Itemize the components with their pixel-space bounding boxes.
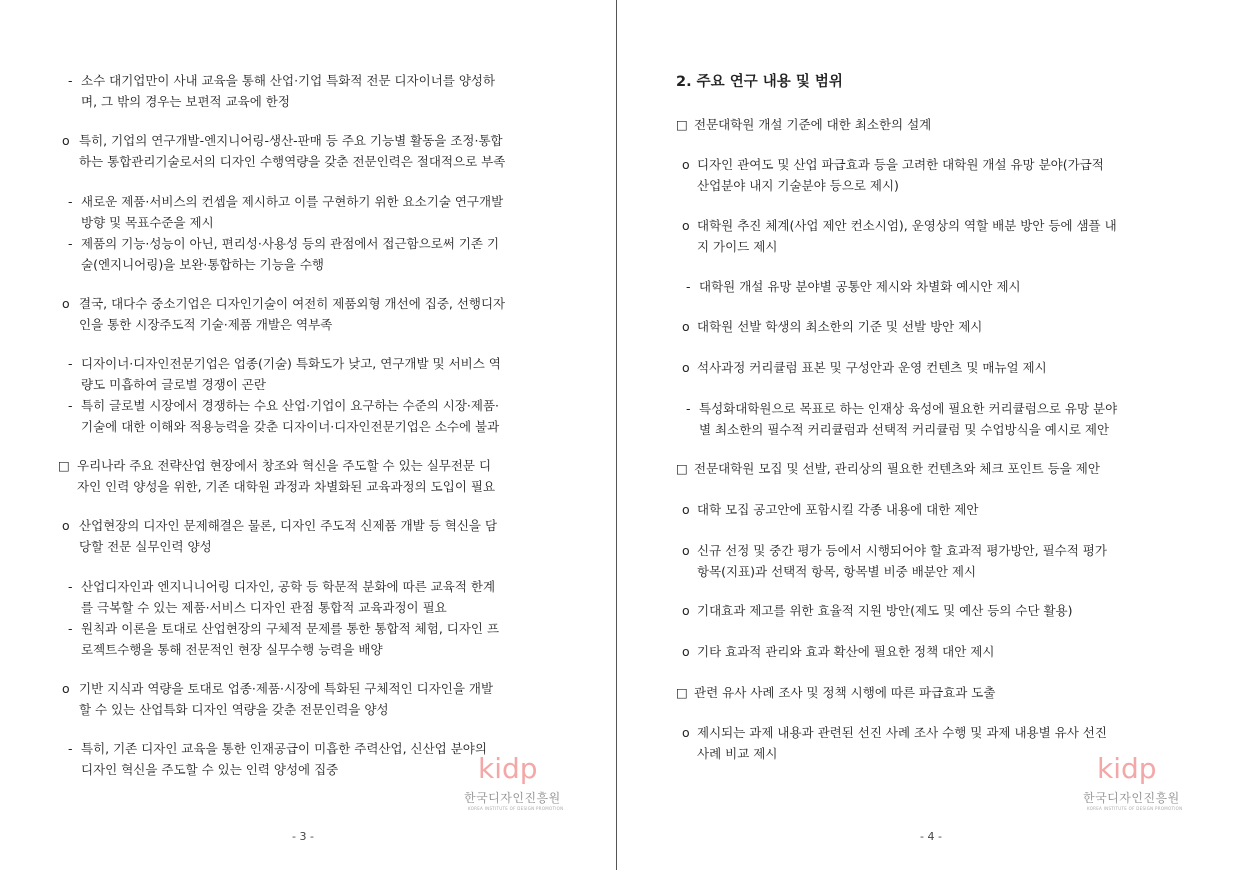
- dash-bullet-icon: -: [68, 621, 73, 636]
- circle-bullet-icon: o: [682, 725, 690, 740]
- list-item: [68, 70, 495, 112]
- list-item-line: 자인 인력 양성을 위한, 기존 대학원 과정과 차별화된 교육과정의 도입이 필요: [77, 479, 496, 494]
- list-item: [682, 722, 1107, 764]
- list-item-line: 로젝트수행을 통해 전문적인 현장 실무수행 능력을 배양: [81, 642, 383, 657]
- list-item-line: 원칙과 이론을 토대로 산업현장의 구체적 문제를 통한 통합적 체험, 디자인 프: [81, 621, 500, 636]
- list-item-line: 사례 비교 제시: [697, 746, 778, 761]
- list-item-line: 대학 모집 공고안에 포함시킬 각종 내용에 대한 제안: [697, 502, 979, 517]
- checkbox-bullet-icon: □: [58, 458, 70, 473]
- list-item: [682, 641, 994, 662]
- page-number: - 3 -: [292, 830, 314, 843]
- circle-bullet-icon: o: [62, 518, 70, 533]
- list-item-line: 지 가이드 제시: [697, 239, 778, 254]
- watermark-org-name: 한국디자인진흥원: [1083, 791, 1180, 805]
- list-item-line: 디자인 관여도 및 산업 파급효과 등을 고려한 대학원 개설 유망 분야(가급적: [697, 157, 1104, 172]
- list-item-line: 신규 선정 및 중간 평가 등에서 시행되어야 할 효과적 평가방안, 필수적 평가: [697, 543, 1107, 558]
- list-item-line: 별 최소한의 필수적 커리큘럼과 선택적 커리큘럼 및 수업방식을 예시로 제안: [699, 422, 1110, 437]
- page-number: - 4 -: [920, 830, 942, 843]
- list-item-line: 관련 유사 사례 조사 및 정책 시행에 따른 파급효과 도출: [694, 685, 996, 700]
- list-item-line: 인을 통한 시장주도적 기술·제품 개발은 역부족: [79, 317, 333, 332]
- dash-bullet-icon: -: [68, 741, 73, 756]
- list-item-line: 할 수 있는 산업특화 디자인 역량을 갖춘 전문인력을 양성: [79, 702, 389, 717]
- circle-bullet-icon: o: [682, 157, 690, 172]
- list-item-line: 방향 및 목표수준을 제시: [81, 215, 214, 230]
- list-item: [68, 233, 499, 275]
- list-item: [68, 618, 499, 660]
- circle-bullet-icon: o: [62, 296, 70, 311]
- list-item-line: 특히 글로벌 시장에서 경쟁하는 수요 산업·기업이 요구하는 수준의 시장·제품·: [81, 398, 500, 413]
- dash-bullet-icon: -: [68, 579, 73, 594]
- checkbox-bullet-icon: □: [676, 461, 688, 476]
- section-title: 2. 주요 연구 내용 및 범위: [676, 74, 843, 90]
- list-item-line: 산업분야 내지 기술분야 등으로 제시): [697, 178, 899, 193]
- list-item: [676, 114, 931, 135]
- svg-text:kidp: kidp: [1097, 752, 1157, 785]
- list-item: [62, 678, 493, 720]
- list-item-line: 디자이너·디자인전문기업은 업종(기술) 특화도가 낮고, 연구개발 및 서비스 역: [81, 356, 501, 371]
- list-item: [68, 353, 501, 395]
- list-item: [682, 154, 1104, 196]
- kidp-watermark: [1083, 752, 1193, 814]
- circle-bullet-icon: o: [682, 603, 690, 618]
- list-item: [68, 395, 499, 437]
- list-item-line: 특히, 기존 디자인 교육을 통한 인재공급이 미흡한 주력산업, 신산업 분야의: [81, 741, 487, 756]
- list-item: [682, 215, 1117, 257]
- list-item-line: 결국, 대다수 중소기업은 디자인기술이 여전히 제품외형 개선에 집중, 선행디자: [79, 296, 506, 311]
- list-item: [682, 600, 1073, 621]
- list-item-line: 디자인 혁신을 주도할 수 있는 인력 양성에 집중: [81, 762, 339, 777]
- list-item: [676, 682, 995, 703]
- list-item-line: 전문대학원 모집 및 선발, 관리상의 필요한 컨텐츠와 체크 포인트 등을 제안: [694, 461, 1100, 476]
- watermark-org-name-en: KOREA INSTITUTE OF DESIGN PROMOTION: [1087, 806, 1183, 811]
- list-item: [676, 458, 1100, 479]
- dash-bullet-icon: -: [686, 279, 691, 294]
- list-item-line: 소수 대기업만이 사내 교육을 통해 산업·기업 특화적 전문 디자이너를 양성하: [81, 73, 496, 88]
- dash-bullet-icon: -: [68, 194, 73, 209]
- watermark-org-name: 한국디자인진흥원: [464, 791, 561, 805]
- list-item-line: 새로운 제품·서비스의 컨셉을 제시하고 이를 구현하기 위한 요소기술 연구개발: [81, 194, 504, 209]
- dash-bullet-icon: -: [68, 356, 73, 371]
- dash-bullet-icon: -: [68, 236, 73, 251]
- list-item-line: 대학원 추진 체계(사업 제안 컨소시엄), 운영상의 역할 배분 방안 등에 샘플 내: [697, 218, 1117, 233]
- circle-bullet-icon: o: [62, 681, 70, 696]
- kidp-logo-icon: [1095, 752, 1165, 786]
- list-item-line: 며, 그 밖의 경우는 보편적 교육에 한정: [81, 94, 290, 109]
- list-item: [58, 455, 495, 497]
- list-item: [686, 276, 1021, 297]
- list-item-line: 술(엔지니어링)을 보완·통합하는 기능을 수행: [81, 257, 324, 272]
- list-item: [682, 540, 1107, 582]
- checkbox-bullet-icon: □: [676, 685, 688, 700]
- list-item-line: 량도 미흡하여 글로벌 경쟁이 곤란: [81, 377, 266, 392]
- dash-bullet-icon: -: [686, 401, 691, 416]
- circle-bullet-icon: o: [62, 133, 70, 148]
- list-item: [686, 398, 1117, 440]
- list-item: [62, 130, 505, 172]
- list-item-line: 대학원 선발 학생의 최소한의 기준 및 선발 방안 제시: [697, 319, 983, 334]
- list-item-line: 항목(지표)과 선택적 항목, 항목별 비중 배분안 제시: [697, 564, 977, 579]
- list-item: [68, 738, 487, 780]
- checkbox-bullet-icon: □: [676, 117, 688, 132]
- kidp-watermark: [464, 752, 574, 814]
- list-item-line: 대학원 개설 유망 분야별 공통안 제시와 차별화 예시안 제시: [699, 279, 1021, 294]
- circle-bullet-icon: o: [682, 644, 690, 659]
- list-item-line: 석사과정 커리큘럼 표본 및 구성안과 운영 컨텐츠 및 매뉴얼 제시: [697, 360, 1047, 375]
- circle-bullet-icon: o: [682, 543, 690, 558]
- page-4: [617, 0, 1234, 870]
- list-item-line: 하는 통합관리기술로서의 디자인 수행역량을 갖춘 전문인력은 절대적으로 부족: [79, 154, 506, 169]
- list-item-line: 제품의 기능·성능이 아닌, 편리성·사용성 등의 관점에서 접근함으로써 기존 기: [81, 236, 500, 251]
- list-item-line: 기대효과 제고를 위한 효율적 지원 방안(제도 및 예산 등의 수단 활용): [697, 603, 1073, 618]
- list-item-line: 제시되는 과제 내용과 관련된 선진 사례 조사 수행 및 과제 내용별 유사 선진: [697, 725, 1107, 740]
- circle-bullet-icon: o: [682, 218, 690, 233]
- circle-bullet-icon: o: [682, 360, 690, 375]
- list-item: [682, 316, 982, 337]
- list-item-line: 기술에 대한 이해와 적용능력을 갖춘 디자이너·디자인전문기업은 소수에 불과: [81, 419, 500, 434]
- list-item-line: 기반 지식과 역량을 토대로 업종·제품·시장에 특화된 구체적인 디자인을 개발: [79, 681, 494, 696]
- watermark-org-name-en: KOREA INSTITUTE OF DESIGN PROMOTION: [468, 806, 564, 811]
- list-item-line: 전문대학원 개설 기준에 대한 최소한의 설계: [694, 117, 932, 132]
- list-item-line: 특성화대학원으로 목표로 하는 인재상 육성에 필요한 커리큘럼으로 유망 분야: [699, 401, 1118, 416]
- list-item-line: 우리나라 주요 전략산업 현장에서 창조와 혁신을 주도할 수 있는 실무전문 디: [77, 458, 492, 473]
- list-item-line: 를 극복할 수 있는 제품·서비스 디자인 관점 통합적 교육과정이 필요: [81, 600, 447, 615]
- list-item-line: 산업현장의 디자인 문제해결은 물론, 디자인 주도적 신제품 개발 등 혁신을 담: [79, 518, 498, 533]
- dash-bullet-icon: -: [68, 73, 73, 88]
- circle-bullet-icon: o: [682, 502, 690, 517]
- dash-bullet-icon: -: [68, 398, 73, 413]
- list-item-line: 당할 전문 실무인력 양성: [79, 539, 212, 554]
- list-item-line: 특히, 기업의 연구개발-엔지니어링-생산-판매 등 주요 기능별 활동을 조정·통합: [79, 133, 503, 148]
- list-item: [68, 576, 495, 618]
- svg-text:kidp: kidp: [478, 752, 538, 785]
- list-item: [682, 357, 1047, 378]
- kidp-logo-icon: [476, 752, 546, 786]
- list-item-line: 기타 효과적 관리와 효과 확산에 필요한 정책 대안 제시: [697, 644, 995, 659]
- list-item: [682, 499, 978, 520]
- list-item-line: 산업디자인과 엔지니니어링 디자인, 공학 등 학문적 분화에 따른 교육적 한계: [81, 579, 496, 594]
- list-item: [68, 191, 503, 233]
- list-item: [62, 515, 497, 557]
- circle-bullet-icon: o: [682, 319, 690, 334]
- list-item: [62, 293, 505, 335]
